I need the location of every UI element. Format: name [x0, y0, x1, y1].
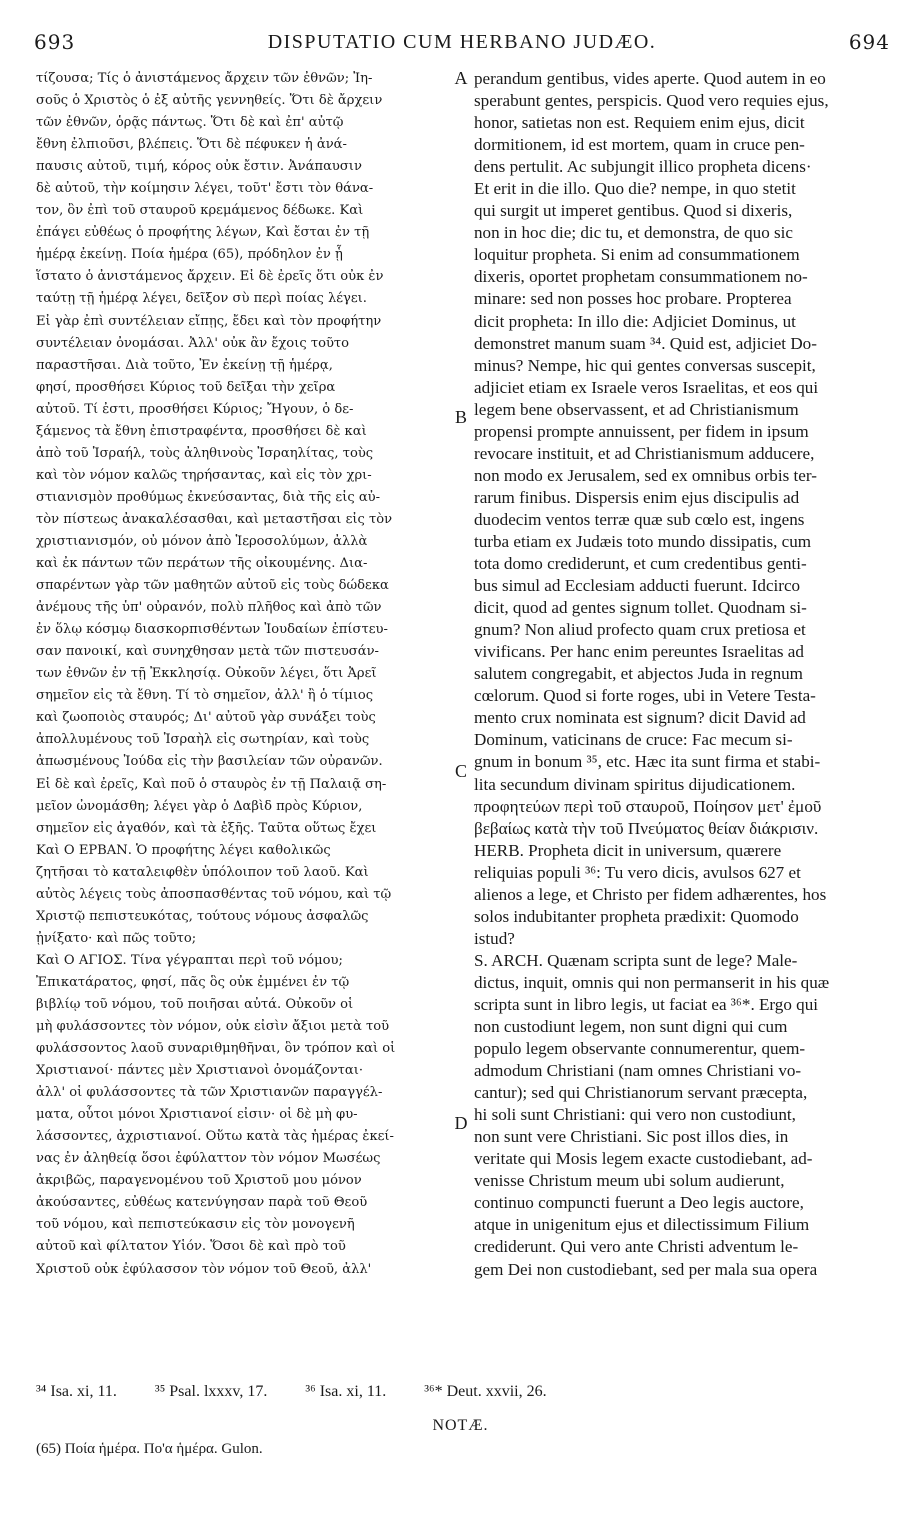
greek-text-line: αὐτοῦ καὶ φίλτατον Υἱόν. Ὅσοι δὲ καὶ πρὸ τοῦ	[36, 1239, 346, 1255]
greek-text-line: τὸν πίστεως ἀνακαλέσασθαι, καὶ μεταστῆσαι εἰς τὸν	[36, 511, 393, 527]
latin-text-line: veritate qui Mosis legem exacte custodiebant, ad-	[474, 1149, 813, 1169]
greek-text-line: νας ἐν ἀληθείᾳ ὅσοι ἐφύλαττον τὸν νόμον Μωσέως	[36, 1151, 381, 1167]
greek-text-line: ᾐνίξατο· καὶ πῶς τοῦτο;	[36, 930, 197, 946]
latin-text-line: dixeris, oportet prophetam consummationem no-	[474, 267, 808, 287]
greek-text-line: μὴ φυλάσσοντες τὸν νόμον, οὐκ εἰσὶν ἄξιοι μετὰ τοῦ	[36, 1019, 390, 1035]
latin-text-line: non sunt vere Christiani. Sic post illos dies, in	[474, 1127, 789, 1147]
footnote: ³⁶* Deut. xxvii, 26.	[424, 1383, 547, 1400]
latin-text-line: dictus, inquit, omnis qui non permanserit in his quæ	[474, 972, 830, 992]
greek-text-line: ξάμενος τὰ ἔθνη ἐπιστραφέντα, προσθήσει δὲ καὶ	[36, 423, 367, 439]
greek-text-line: παυσις αὐτοῦ, τιμή, κόρος οὐκ ἔστιν. Ἀνάπαυσιν	[36, 159, 362, 175]
greek-text-line: καὶ ἐκ πάντων τῶν περάτων τῆς οἰκουμένης. Δια-	[36, 556, 368, 572]
latin-text-line: adjiciet etiam ex Israele veros Israelitas, et eos qui	[474, 377, 819, 397]
greek-text-line: Εἰ γὰρ ἐπὶ συντέλειαν εἴπῃς, ἔδει καὶ τὸν προφήτην	[36, 313, 382, 329]
greek-text-line: Εἰ δὲ καὶ ἐρεῖς, Καὶ ποῦ ὁ σταυρὸς ἐν τῇ Παλαιᾷ ση-	[36, 776, 387, 792]
latin-text-line: sperabunt gentes, perspicis. Quod vero requies ejus,	[474, 91, 829, 111]
latin-text-line: gnum? Non aliud profecto quam crux pretiosa et	[474, 620, 806, 640]
greek-text-line: τίζουσα; Τίς ὁ ἀνιστάμενος ἄρχειν τῶν ἐθνῶν; Ἰη-	[36, 71, 373, 86]
greek-text-line: ταύτῃ τῇ ἡμέρᾳ λέγει, δεῖξον σὺ περὶ ποίας λέγει.	[36, 291, 367, 307]
greek-text-line: Χριστῷ πεπιστευκότας, τούτους νόμους ἀσφαλῶς	[36, 908, 369, 924]
greek-text-line: ματα, οὗτοι μόνοι Χριστιανοί εἰσιν· οἱ δὲ μὴ φυ-	[36, 1107, 358, 1123]
latin-text-line: admodum Christiani (nam omnes Christiani vo-	[474, 1061, 802, 1081]
latin-text-line: scripta sunt in libro legis, ut faciat ea ³⁶*. Ergo qui	[474, 994, 819, 1014]
greek-text-line: αὐτὸς λέγεις τοὺς ἀποσπασθέντας τοῦ νόμου, καὶ τῷ	[36, 886, 392, 902]
greek-text-line: ἀκούσαντες, εὐθέως κατενύγησαν παρὰ τοῦ Θεοῦ	[36, 1195, 368, 1211]
latin-text-line: loquitur propheta. Si enim ad consummationem	[474, 245, 800, 265]
notes-heading: NOTÆ.	[432, 1417, 489, 1434]
greek-text-line: Χριστοῦ οὐκ ἐφύλασσον τὸν νόμον τοῦ Θεοῦ, ἀλλ'	[36, 1261, 372, 1277]
greek-text-line: ἀπωσμένους Ἰούδα εἰς τὴν βασιλείαν τῶν οὐρανῶν.	[36, 754, 383, 770]
greek-text-line: Καὶ Ο ΑΓΙΟΣ. Τίνα γέγραπται περὶ τοῦ νόμου;	[36, 952, 343, 968]
latin-text-line: cantur); sed qui Christianorum servant præcepta,	[474, 1083, 808, 1103]
latin-text-line: lita secundum divinam spiritus dijudicationem.	[474, 774, 796, 794]
greek-text-line: ἔθνη ἐλπιοῦσι, βλέπεις. Ὅτι δὲ πέφυκεν ἡ ἀνά-	[36, 137, 347, 153]
latin-text-line: qui surgit ut imperet gentibus. Quod si dixeris,	[474, 201, 793, 221]
greek-text-line: χριστιανισμόν, οὐ μόνον ἀπὸ Ἱεροσολύμων, ἀλλὰ	[36, 533, 368, 549]
greek-text-line: Καὶ Ο ΕΡΒΑΝ. Ὁ προφήτης λέγει καθολικῶς	[36, 842, 331, 858]
greek-text-line: των ἐθνῶν ἐν τῇ Ἐκκλησίᾳ. Οὐκοῦν λέγει, ὅτι Ἀρεῖ	[36, 666, 377, 682]
greek-text-line: ἐπάγει εὐθέως ὁ προφήτης λέγων, Καὶ ἔσται ἐν τῇ	[36, 225, 370, 241]
greek-text-line: παραστῆσαι. Διὰ τοῦτο, Ἐν ἐκείνῃ τῇ ἡμέρᾳ,	[36, 357, 333, 373]
greek-text-line: ἀνέμους τῆς ὑπ' οὐρανόν, πολὺ πλῆθος καὶ ἀπὸ τῶν	[36, 600, 382, 616]
latin-text-line: atque in unigenitum ejus et dilectissimum Filium	[474, 1215, 810, 1235]
greek-text-line: Χριστιανοί· πάντες μὲν Χριστιανοὶ ὀνομάζονται·	[36, 1063, 364, 1079]
page-header	[34, 30, 890, 60]
latin-text-line: salutem congregabit, et abjectos Juda in regnum	[474, 664, 803, 684]
latin-text-line: Dominum, vaticinans de cruce: Fac mecum si-	[474, 730, 793, 750]
greek-text-line: ἡμέρᾳ ἐκείνῃ. Ποία ἡμέρα (65), πρόδηλον ἐν ᾗ	[36, 247, 343, 263]
latin-text-line: minus? Nempe, hic qui gentes conversas suscepit,	[474, 355, 816, 375]
greek-text-line: βιβλίῳ τοῦ νόμου, τοῦ ποιῆσαι αὐτά. Οὐκοῦν οἱ	[36, 996, 354, 1012]
latin-text-line: vivificans. Per hanc enim pereuntes Israelitas ad	[474, 642, 804, 662]
greek-text-line: Ἐπικατάρατος, φησί, πᾶς ὃς οὐκ ἐμμένει ἐν τῷ	[36, 974, 350, 990]
latin-text-line: dormitionem, id est mortem, quam in cruce pen-	[474, 135, 805, 155]
latin-text-line: non modo ex Jerusalem, sed ex omnibus orbis ter-	[474, 465, 817, 485]
latin-text-line: tota domo crediderunt, et cum credentibus genti-	[474, 554, 807, 574]
latin-text-line: dicit propheta: In illo die: Adjiciet Dominus, ut	[474, 311, 796, 331]
latin-text-line: demonstret manum suam ³⁴. Quid est, adjiciet Do-	[474, 333, 817, 353]
latin-text-line: istud?	[474, 928, 515, 948]
latin-text-line: venisse Christum meum ubi solum audierunt,	[474, 1171, 785, 1191]
latin-text-line: bus simul ad Ecclesiam adducti fuerunt. Idcirco	[474, 576, 801, 596]
latin-text-line: Et erit in die illo. Quo die? nempe, in quo stetit	[474, 179, 796, 199]
footnote: ³⁴ Isa. xi, 11.	[36, 1383, 117, 1400]
note-65: (65) Ποία ἡμέρα. Πο'α ἡμέρα. Gulon.	[36, 1441, 263, 1457]
greek-text-column	[36, 68, 453, 1281]
latin-text-line: reliquias populi ³⁶: Tu vero dicis, avulsos 627 et	[474, 862, 801, 882]
footnote: ³⁶ Isa. xi, 11.	[305, 1383, 387, 1400]
footnote: ³⁵ Psal. lxxxv, 17.	[154, 1383, 268, 1400]
greek-text-line: τῶν ἐθνῶν, ὁρᾷς πάντως. Ὅτι δὲ καὶ ἐπ' αὐτῷ	[36, 115, 344, 131]
latin-text-line: perandum gentibus, vides aperte. Quod autem in eo	[474, 69, 826, 88]
latin-text-line: dicit, quod ad gentes signum tollet. Quodnam si-	[474, 598, 807, 618]
latin-text-line: turba etiam ex Judæis toto mundo dissipatis, cum	[474, 531, 812, 551]
page-number-right: 694	[848, 30, 890, 54]
greek-text-line: ἀκριβῶς, παραγενομένου τοῦ Χριστοῦ μου μόνον	[36, 1173, 362, 1189]
latin-text-line: cœlorum. Quod si forte roges, ubi in Vetere Testa-	[474, 686, 816, 706]
latin-text-line: προφητεύων περὶ τοῦ σταυροῦ, Ποίησον μετ' ἐμοῦ	[474, 796, 822, 816]
latin-text-line: dens pertulit. Ac subjungit illico propheta dicens·	[474, 157, 812, 177]
latin-text-line: gem Dei non custodiebant, sed per mala sua opera	[474, 1259, 818, 1279]
greek-text-line: ζητῆσαι τὸ καταλειφθὲν ὑπόλοιπον τοῦ λαοῦ. Καὶ	[36, 864, 369, 880]
greek-text-line: φυλάσσοντος λαοῦ συναριθμηθῆναι, ὃν τρόπον καὶ οἱ	[36, 1041, 396, 1057]
latin-text-line: mento crux nominata est signum? dicit David ad	[474, 708, 806, 728]
running-title: DISPUTATIO CUM HERBANO JUDÆO.	[267, 31, 657, 53]
latin-text-line: continuo compuncti fuerunt a Deo legis auctore,	[474, 1193, 804, 1213]
latin-text-line: revocare instituit, et ad Christianismum adducere,	[474, 443, 815, 463]
latin-text-line: hi soli sunt Christiani: qui vero non custodiunt,	[474, 1105, 796, 1125]
greek-text-line: τοῦ νόμου, καὶ πεπιστεύκασιν εἰς τὸν μονογενῆ	[36, 1217, 355, 1233]
latin-text-line: duodecim ventos terræ quæ sub cœlo est, ingens	[474, 509, 805, 529]
latin-text-line: non custodiunt legem, non sunt digni qui cum	[474, 1017, 788, 1037]
latin-text-line: propensi prompte annuissent, per fidem in ipsum	[474, 421, 809, 441]
greek-text-line: στιανισμὸν προθύμως ἐκνεύσαντας, διὰ τῆς εἰς αὐ-	[36, 489, 381, 505]
latin-text-column	[474, 68, 892, 1281]
latin-text-line: alienos a lege, et Christo per fidem adhærentes, hos	[474, 884, 827, 904]
greek-text-line: καὶ τὸν νόμον καλῶς τηρήσαντας, καὶ εἰς τὸν χρι-	[36, 467, 372, 483]
greek-text-line: ἀπὸ τοῦ Ἰσραήλ, τοὺς ἀληθινοὺς Ἰσραηλίτας, τοὺς	[36, 445, 374, 461]
greek-text-line: ἀλλ' οἱ φυλάσσοντες τὰ τῶν Χριστιανῶν παραγγέλ-	[36, 1085, 383, 1101]
latin-text-line: minare: sed non posses hoc probare. Propterea	[474, 289, 792, 309]
latin-text-line: solos indubitanter propheta prædixit: Quomodo	[474, 906, 799, 926]
margin-marker-a: A	[454, 68, 468, 88]
greek-text-line: σαν πανοικί, καὶ συνηχθησαν μετὰ τῶν πιστευσάν-	[36, 644, 379, 660]
latin-text-line: non in hoc die; dic tu, et demonstra, de quo sic	[474, 223, 794, 243]
greek-text-line: δὲ αὐτοῦ, τὴν κοίμησιν λέγει, τοῦτ' ἔστι τὸν θάνα-	[36, 181, 374, 197]
greek-text-line: φησί, προσθήσει Κύριος τοῦ δεῖξαι τὴν χεῖρα	[36, 379, 336, 395]
latin-text-line: S. ARCH. Quænam scripta sunt de lege? Male-	[474, 950, 798, 970]
greek-text-line: αὐτοῦ. Τί ἐστι, προσθήσει Κύριος; Ἤγουν, ὁ δε-	[36, 401, 354, 417]
latin-text-line: populo legem observante connumerentur, quem-	[474, 1039, 806, 1059]
greek-text-line: λάσσοντες, ἀχριστιανοί. Οὕτω κατὰ τὰς ἡμέρας ἐκεί-	[36, 1129, 394, 1145]
greek-text-line: μεῖον ὠνομάσθη; λέγει γὰρ ὁ Δαβὶδ πρὸς Κύριον,	[36, 798, 363, 814]
latin-text-line: honor, satietas non est. Requiem enim ejus, dicit	[474, 113, 805, 133]
latin-text-line: legem bene observassent, et ad Christianismum	[474, 399, 799, 419]
greek-text-line: καὶ ζωοποιὸς σταυρός; Δι' αὐτοῦ γὰρ συνάξει τοὺς	[36, 710, 376, 726]
margin-marker-c: C	[454, 761, 467, 781]
latin-text-line: crediderunt. Qui vero ante Christi adventum le-	[474, 1237, 799, 1257]
greek-text-line: ἵστατο ὁ ἀνιστάμενος ἄρχειν. Εἰ δὲ ἐρεῖς ὅτι οὐκ ἐν	[36, 269, 384, 285]
greek-text-line: σοῦς ὁ Χριστὸς ὁ ἐξ αὐτῆς γεννηθείς. Ὅτι δὲ ἄρχειν	[36, 93, 383, 109]
footnotes	[36, 1383, 892, 1401]
greek-text-line: συντέλειαν ὀνομάσαι. Ἀλλ' οὐκ ἂν ἔχοις τοῦτο	[36, 335, 350, 351]
latin-text-line: rarum finibus. Dispersis enim ejus discipulis ad	[474, 487, 800, 507]
latin-text-line: βεβαίως κατὰ τὴν τοῦ Πνεύματος θείαν διάκρισιν.	[474, 818, 819, 838]
latin-text-line: gnum in bonum ³⁵, etc. Hæc ita sunt firma et stabi-	[474, 752, 821, 772]
margin-marker-b: B	[454, 407, 467, 427]
margin-marker-d: D	[454, 1113, 468, 1133]
greek-text-line: ἐν ὅλῳ κόσμῳ διασκορπισθέντων Ἰουδαίων ἐπίστευ-	[36, 622, 388, 638]
greek-text-line: σπαρέντων γὰρ τῶν μαθητῶν αὐτοῦ εἰς τοὺς δώδεκα	[36, 578, 389, 594]
greek-text-line: σημεῖον εἰς ἀγαθόν, καὶ τὰ ἑξῆς. Ταῦτα οὕτως ἔχει	[36, 820, 377, 836]
greek-text-line: τον, ὃν ἐπὶ τοῦ σταυροῦ κρεμάμενος δέδωκε. Καὶ	[36, 203, 364, 219]
greek-text-line: ἀπολλυμένους τοῦ Ἰσραὴλ εἰς σωτηρίαν, καὶ τοὺς	[36, 732, 370, 748]
greek-text-line: σημεῖον εἰς τὰ ἔθνη. Τί τὸ σημεῖον, ἀλλ' ἢ ὁ τίμιος	[36, 688, 374, 704]
latin-text-line: HERB. Propheta dicit in universum, quærere	[474, 840, 782, 860]
page-number-left: 693	[34, 30, 76, 54]
